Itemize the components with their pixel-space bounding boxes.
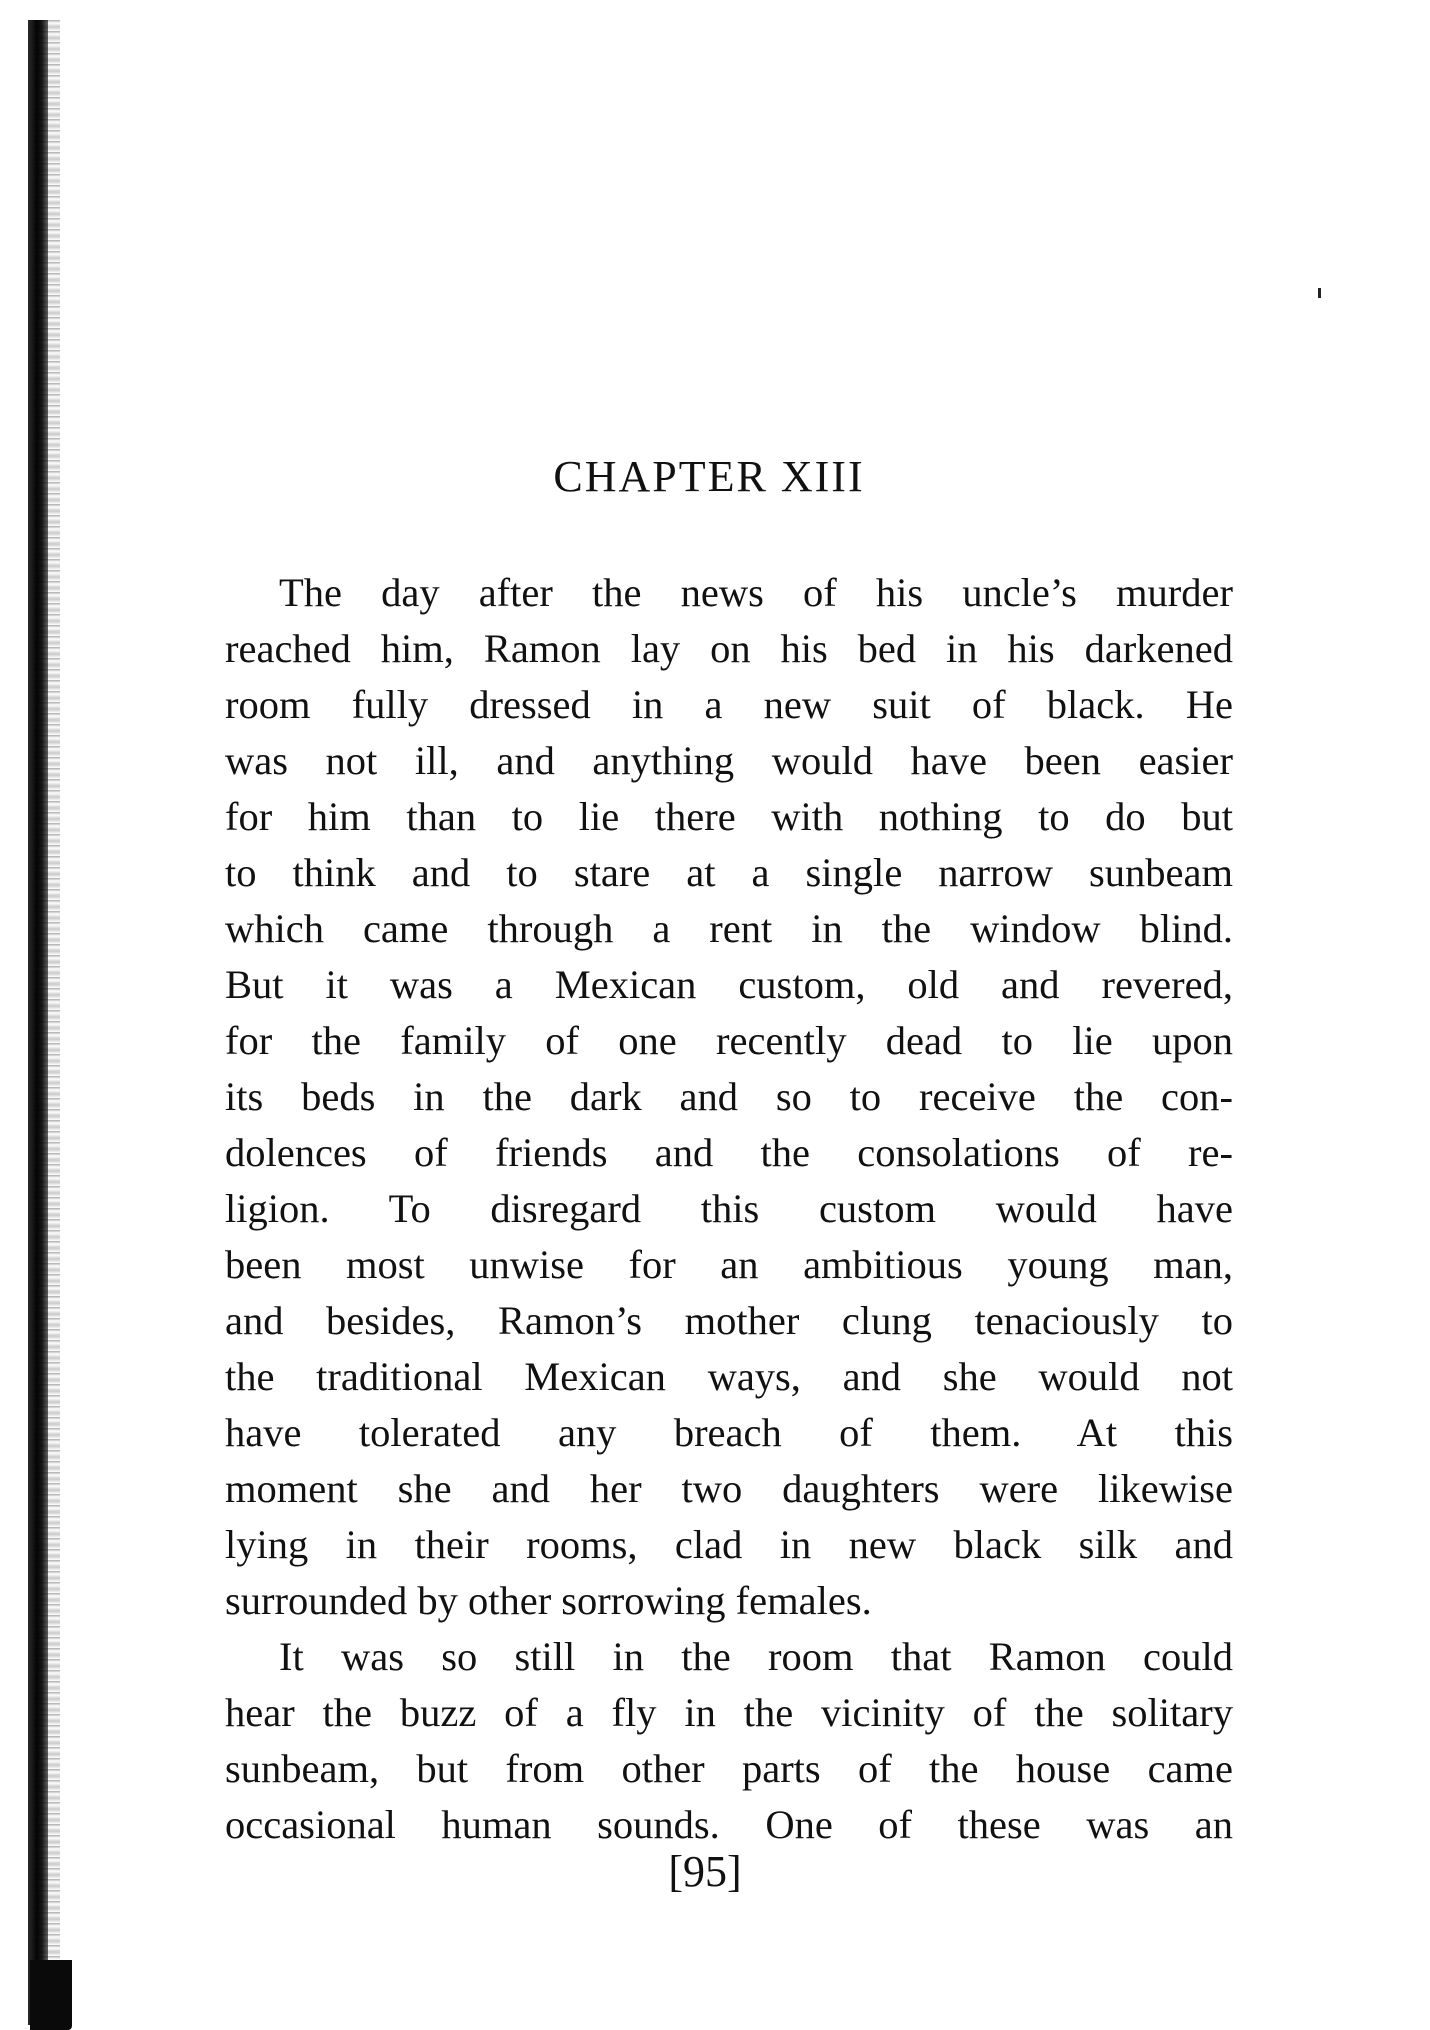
page-number: [95] — [668, 1847, 742, 1896]
text-line: been most unwise for an ambitious young man, — [225, 1242, 1233, 1287]
body-text — [225, 565, 1233, 1853]
binding-edge — [28, 20, 48, 2025]
text-line: which came through a rent in the window blind. — [225, 906, 1233, 951]
text-line: moment she and her two daughters were likewise — [225, 1466, 1233, 1511]
text-line: The day after the news of his uncle’s murder — [279, 570, 1233, 615]
text-line: reached him, Ramon lay on his bed in his darkened — [225, 626, 1233, 671]
text-line: sunbeam, but from other parts of the house came — [225, 1746, 1233, 1791]
text-line: its beds in the dark and so to receive the con- — [225, 1074, 1233, 1119]
text-line: and besides, Ramon’s mother clung tenaciously to — [225, 1298, 1233, 1343]
text-line: was not ill, and anything would have been easier — [225, 738, 1233, 783]
text-line: lying in their rooms, clad in new black silk and — [225, 1522, 1233, 1567]
chapter-title: CHAPTER XIII — [553, 452, 865, 501]
text-line: It was so still in the room that Ramon could — [279, 1634, 1233, 1679]
text-line: the traditional Mexican ways, and she would not — [225, 1354, 1233, 1399]
text-line: room fully dressed in a new suit of black. He — [225, 682, 1233, 727]
text-line: dolences of friends and the consolations of re- — [225, 1130, 1233, 1175]
scan-speck — [1318, 288, 1321, 298]
text-line: But it was a Mexican custom, old and revered, — [225, 962, 1233, 1007]
text-line: have tolerated any breach of them. At this — [225, 1410, 1233, 1455]
binding-shadow — [30, 1960, 72, 2030]
text-line: for him than to lie there with nothing to do but — [225, 794, 1233, 839]
text-line: occasional human sounds. One of these was an — [225, 1802, 1233, 1847]
text-line: surrounded by other sorrowing females. — [225, 1578, 872, 1623]
text-line: hear the buzz of a fly in the vicinity of the solitary — [225, 1690, 1233, 1735]
text-line: to think and to stare at a single narrow sunbeam — [225, 850, 1233, 895]
text-line: ligion. To disregard this custom would have — [225, 1186, 1233, 1231]
text-line: for the family of one recently dead to lie upon — [225, 1018, 1233, 1063]
